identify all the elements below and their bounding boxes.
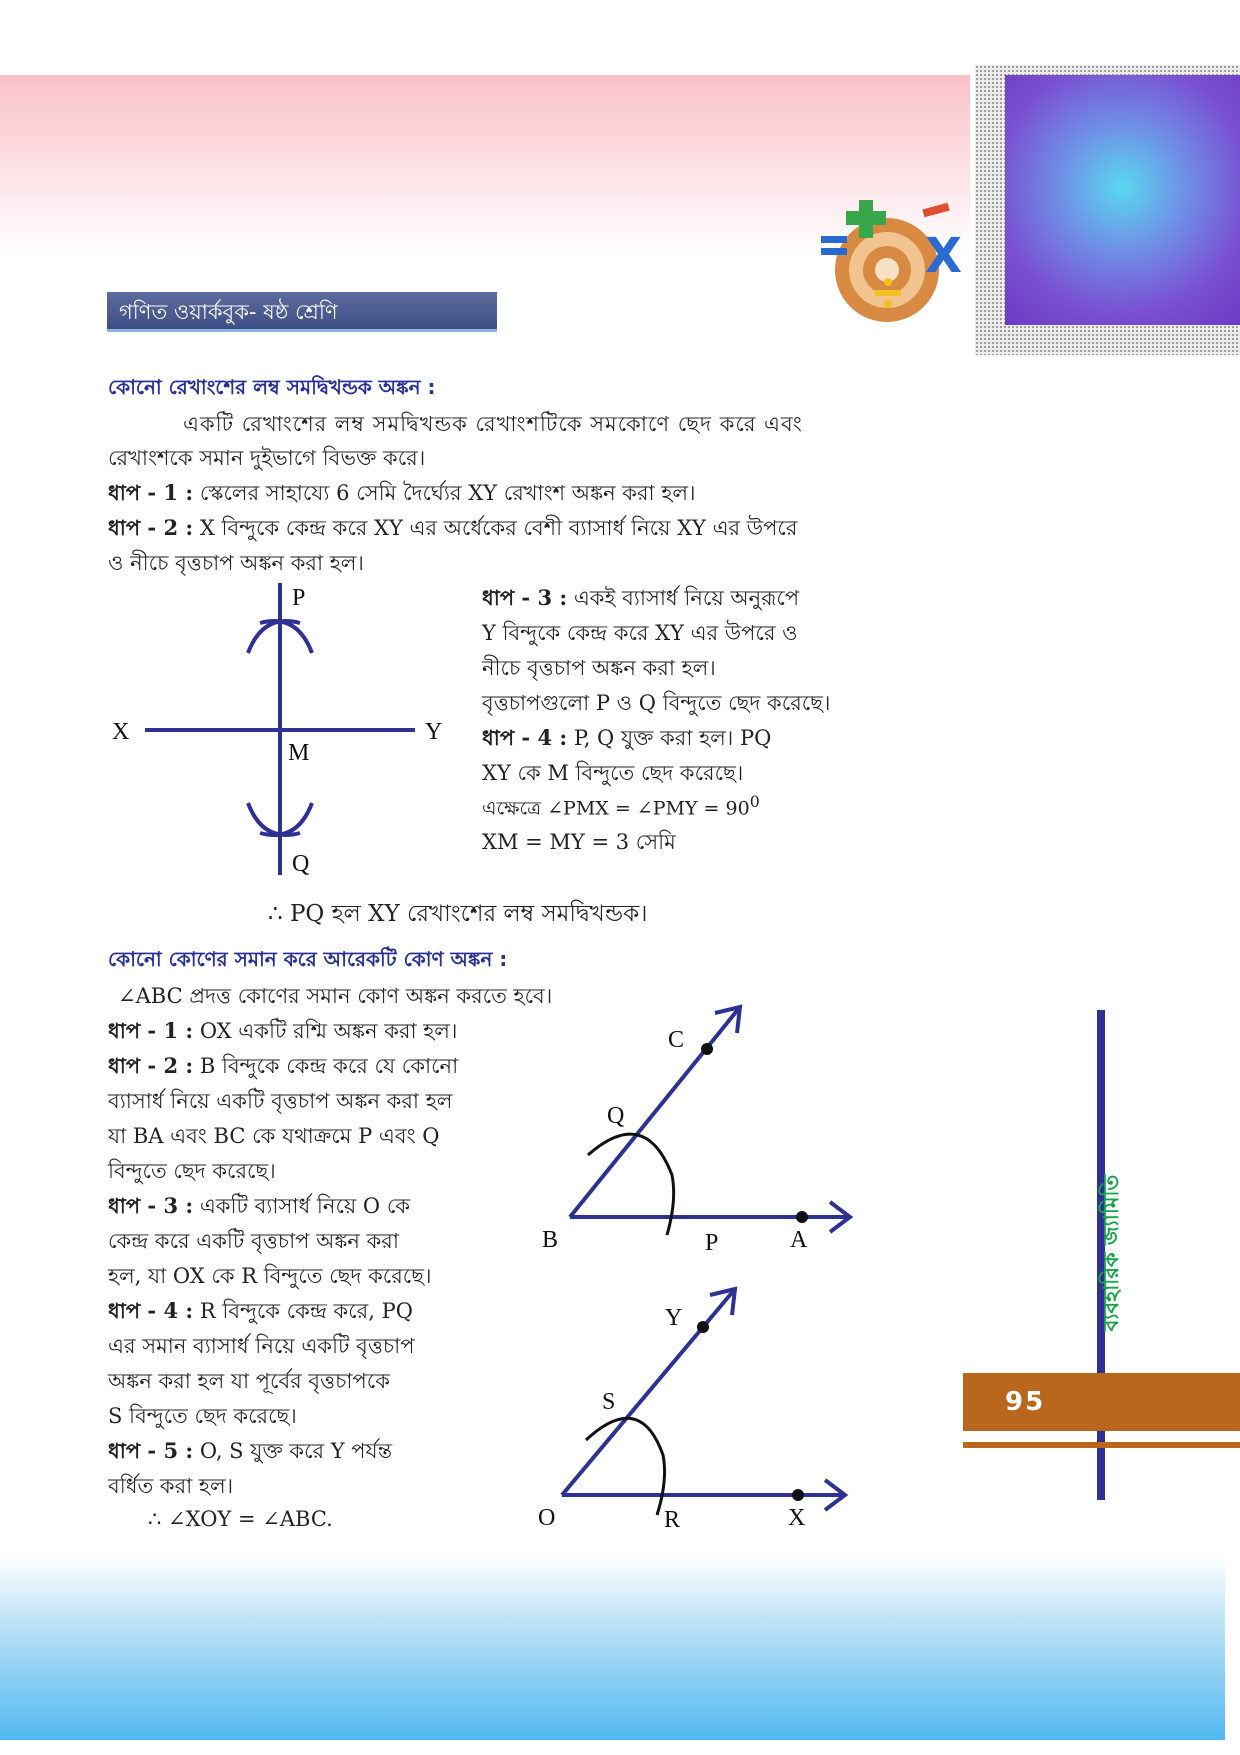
chapter-title: ব্যবহারিক জ্যামিতি: [1099, 1174, 1123, 1332]
step-text: O, S যুক্ত করে Y পর্যন্ত: [199, 1439, 393, 1463]
section1-step2: [108, 512, 797, 547]
section1-step3-line4: বৃত্তচাপগুলো P ও Q বিন্দুতে ছেদ করেছে।: [482, 691, 831, 715]
section2-step3: [108, 1190, 410, 1225]
arc-rs: [586, 1418, 665, 1515]
step-text: একটি ব্যাসার্ধ নিয়ে O কে: [199, 1194, 411, 1218]
step-label: ধাপ - 1 :: [108, 480, 194, 505]
section1-step4-line2: XY কে M বিন্দুতে ছেদ করেছে।: [482, 761, 744, 785]
perpendicular-bisector-figure: [100, 575, 460, 885]
label-m: M: [288, 740, 310, 766]
section1-conclusion: ∴ PQ হল XY রেখাংশের লম্ব সমদ্বিখন্ডক।: [268, 901, 648, 927]
section2-step3-line3: হল, যা OX কে R বিন্দুতে ছেদ করেছে।: [108, 1264, 432, 1288]
bottom-gradient-band: [0, 1555, 1225, 1740]
label-y: Y: [425, 719, 443, 745]
degree-sup: 0: [749, 792, 760, 811]
section2-step4: [108, 1295, 413, 1330]
section1-intro-line1: একটি রেখাংশের লম্ব সমদ্বিখন্ডক রেখাংশটিকে সমকোণে ছেদ করে এবং: [183, 412, 803, 436]
length-statement: XM = MY = 3 সেমি: [482, 830, 676, 854]
point-x: [792, 1489, 804, 1501]
section1-heading: কোনো রেখাংশের লম্ব সমদ্বিখন্ডক অঙ্কন :: [108, 375, 436, 399]
section1-intro-line2: রেখাংশকে সমান দুইভাগে বিভক্ত করে।: [108, 446, 426, 470]
ray-oy: [562, 1289, 735, 1495]
section2-conclusion: ∴ ∠XOY = ∠ABC.: [148, 1507, 333, 1531]
label-x: X: [788, 1505, 806, 1531]
label-x: X: [112, 719, 130, 745]
section1-step3: [482, 582, 799, 617]
section2-step5-line2: বর্ধিত করা হল।: [108, 1474, 234, 1498]
angle-abc-figure: [530, 995, 870, 1260]
step-text: OX একটি রশ্মি অঙ্কন করা হল।: [199, 1019, 458, 1043]
label-o: O: [538, 1505, 556, 1531]
section2-step1: [108, 1015, 457, 1050]
label-p: P: [705, 1230, 719, 1256]
step-label: ধাপ - 4 :: [108, 1298, 194, 1323]
arc-pq: [588, 1134, 674, 1235]
label-b: B: [542, 1227, 559, 1253]
step-text: স্কেলের সাহায্যে 6 সেমি দৈর্ঘ্যের XY রেখাংশ অঙ্কন করা হল।: [199, 481, 696, 505]
page-number: 95: [1005, 1387, 1046, 1417]
section1-step1: [108, 477, 696, 512]
section2-step2-line3: যা BA এবং BC কে যথাক্রমে P এবং Q: [108, 1124, 440, 1148]
math-symbols-logo: [815, 200, 975, 330]
label-a: A: [790, 1227, 808, 1253]
step-label: ধাপ - 2 :: [108, 515, 194, 540]
svg-text:X: X: [925, 228, 963, 284]
purple-gradient-box: [1005, 75, 1240, 325]
label-r: R: [664, 1507, 681, 1533]
angle-statement: [482, 792, 760, 826]
label-c: C: [668, 1027, 685, 1053]
section1-step4: [482, 722, 771, 757]
section1-step3-line3: নীচে বৃত্তচাপ অঙ্কন করা হল।: [482, 656, 716, 680]
step-label: ধাপ - 2 :: [108, 1053, 194, 1078]
section2-step2-line2: ব্যাসার্ধ নিয়ে একটি বৃত্তচাপ অঙ্কন করা হল: [108, 1089, 453, 1113]
ray-bc: [570, 1007, 740, 1217]
section2-heading: কোনো কোণের সমান করে আরেকটি কোণ অঙ্কন :: [108, 947, 508, 971]
label-s: S: [602, 1389, 616, 1415]
label-q: Q: [607, 1103, 625, 1129]
section2-step2: [108, 1050, 458, 1085]
section1-step3-line2: Y বিন্দুকে কেন্দ্র করে XY এর উপরে ও: [482, 621, 798, 645]
step-text: X বিন্দুকে কেন্দ্র করে XY এর অর্ধেকের বেশী ব্যাসার্ধ নিয়ে XY এর উপরে: [199, 516, 798, 540]
step-label: ধাপ - 5 :: [108, 1438, 194, 1463]
step-text: B বিন্দুকে কেন্দ্র করে যে কোনো: [199, 1054, 459, 1078]
angle-text: এক্ষেত্রে ∠PMX = ∠PMY = 90: [482, 797, 750, 820]
step-label: ধাপ - 3 :: [108, 1193, 194, 1218]
step-label: ধাপ - 4 :: [482, 725, 568, 750]
step-text: P, Q যুক্ত করা হল। PQ: [573, 726, 772, 750]
angle-xoy-figure: [530, 1275, 870, 1535]
page-number-rule: [963, 1442, 1240, 1448]
section1-step2-cont: ও নীচে বৃত্তচাপ অঙ্কন করা হল।: [108, 551, 364, 575]
book-title-tag: গণিত ওয়ার্কবুক- ষষ্ঠ শ্রেণি: [107, 292, 497, 332]
section2-intro: ∠ABC প্রদত্ত কোণের সমান কোণ অঙ্কন করতে হবে।: [118, 984, 553, 1008]
label-p: P: [292, 585, 306, 611]
section2-step4-line4: S বিন্দুতে ছেদ করেছে।: [108, 1404, 297, 1428]
step-label: ধাপ - 1 :: [108, 1018, 194, 1043]
step-text: R বিন্দুকে কেন্দ্র করে, PQ: [199, 1299, 413, 1323]
section2-step2-line4: বিন্দুতে ছেদ করেছে।: [108, 1159, 276, 1183]
section2-step5: [108, 1435, 392, 1470]
point-c: [701, 1043, 713, 1055]
point-y: [697, 1321, 709, 1333]
step-text: একই ব্যাসার্ধ নিয়ে অনুরূপে: [573, 586, 800, 610]
label-q: Q: [292, 851, 310, 877]
step-label: ধাপ - 3 :: [482, 585, 568, 610]
label-y: Y: [665, 1305, 683, 1331]
point-a: [796, 1211, 808, 1223]
section2-step3-line2: কেন্দ্র করে একটি বৃত্তচাপ অঙ্কন করা: [108, 1229, 399, 1253]
section2-step4-line2: এর সমান ব্যাসার্ধ নিয়ে একটি বৃত্তচাপ: [108, 1334, 415, 1358]
section2-step4-line3: অঙ্কন করা হল যা পূর্বের বৃত্তচাপকে: [108, 1369, 390, 1393]
